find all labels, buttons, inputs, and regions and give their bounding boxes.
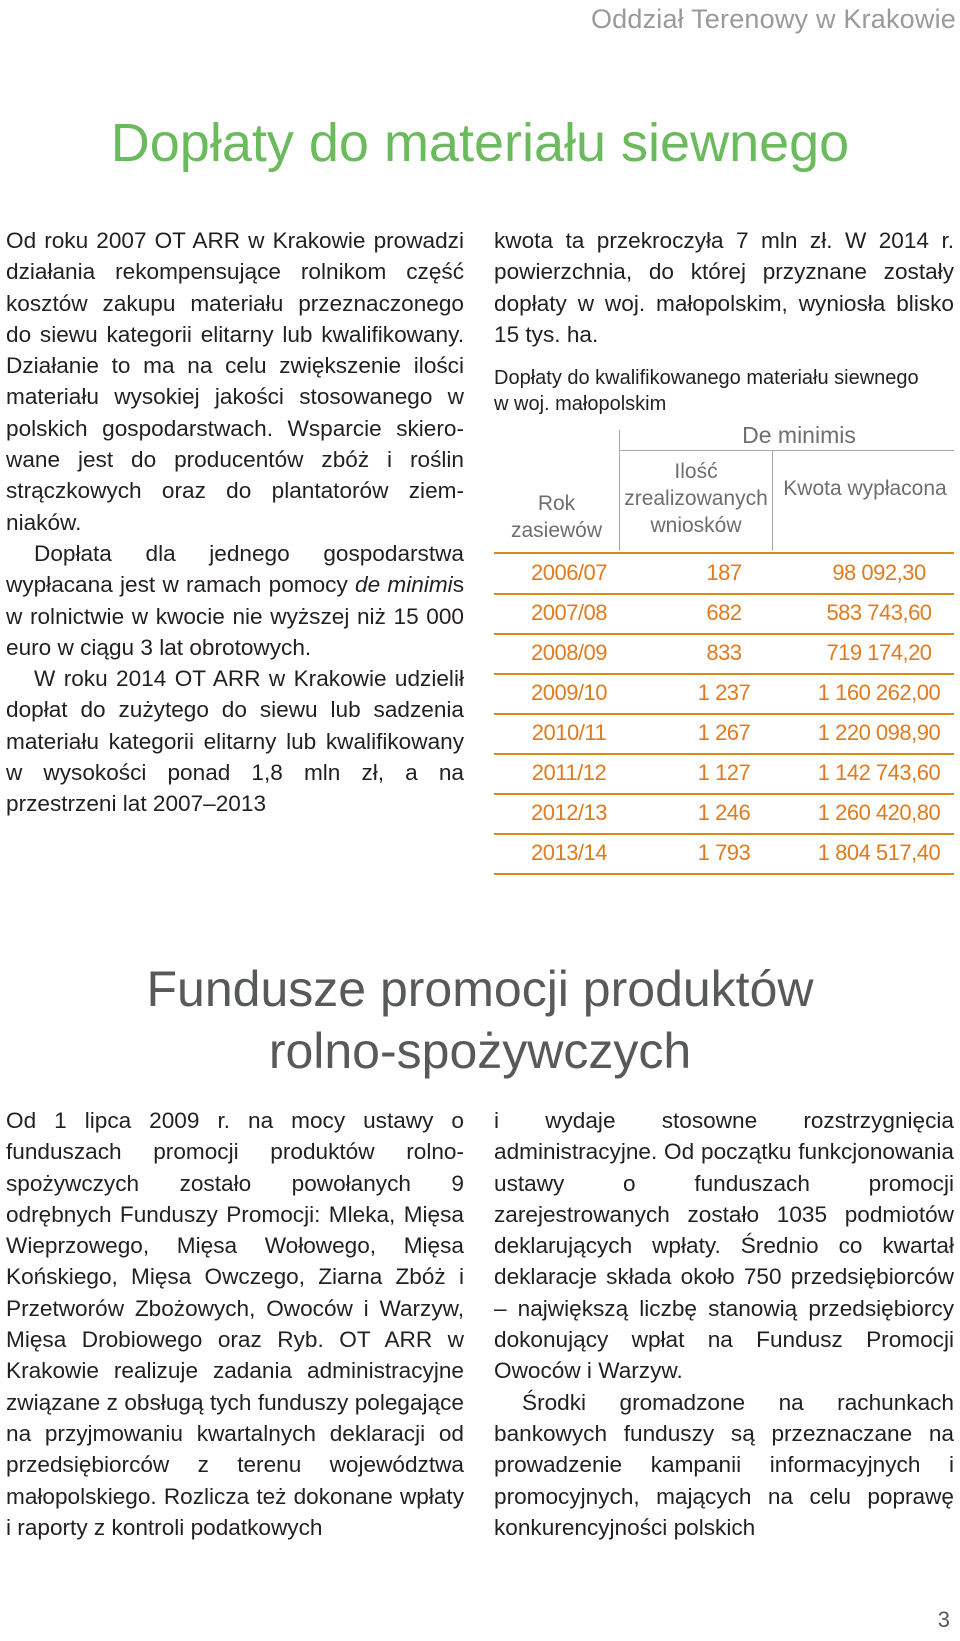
cell-amount: 719 174,20	[826, 640, 932, 665]
cell-count: 1 267	[697, 720, 751, 745]
page-number: 3	[937, 1607, 950, 1632]
text-column-2	[494, 225, 954, 350]
cell-count: 1 237	[697, 680, 751, 705]
text-column-1	[6, 225, 464, 820]
cell-year: 2012/13	[530, 800, 608, 825]
cell-amount: 1 804 517,40	[817, 840, 941, 865]
cell-amount: 1 260 420,80	[817, 800, 941, 825]
column-header-amount: Kwota wypłacona	[783, 477, 947, 500]
cell-year: 2013/14	[530, 840, 608, 865]
cell-count: 682	[706, 600, 742, 625]
section-title-promotion-funds: Fundusze promocji produktów rolno-spożywczych	[146, 961, 814, 1079]
subsidies-table	[494, 422, 954, 915]
table-row	[494, 754, 954, 794]
group-header: De minimis	[742, 422, 856, 448]
cell-year: 2007/08	[530, 600, 608, 625]
cell-year: 2011/12	[531, 760, 607, 785]
cell-amount: 583 743,60	[826, 600, 932, 625]
column-header-year: Rok zasiewów	[510, 492, 603, 542]
paragraph: i wydaje stosowne rozstrzygnięcia administracyjne. Od początku funkcjonowania ustawy o funduszach promocji zarejestrowanych zostało 1035 podmiotów deklarujących wpłaty. Średnio co kwartał deklaracje składa około 750 przedsiębiorców – największą liczbę stanowią przedsiębiorcy dokonujący wpłat na Fundusz Promocji Owoców i Warzyw.	[494, 1108, 954, 1384]
table-row	[494, 714, 954, 754]
cell-amount: 98 092,30	[832, 560, 926, 585]
table-row	[494, 634, 954, 674]
cell-year: 2006/07	[530, 560, 608, 585]
header-rule	[619, 450, 954, 451]
paragraph: kwota ta przekroczyła 7 mln zł. W 2014 r. powierzchnia, do której przyznane zostały dopłaty w woj. małopolskim, wyniosła blisko 15 tys. ha.	[494, 228, 954, 347]
column-header-count: Ilość zrealizowanych wniosków	[624, 460, 768, 537]
paragraph: Środki gromadzone na rachunkach bankowych funduszy są przeznaczane na prowadzenie kampanii informacyjnych i promocyjnych, mających na celu poprawę konkurencyjności polskich	[494, 1389, 954, 1540]
table-divider	[619, 430, 620, 551]
table-row	[494, 554, 954, 594]
cell-count: 1 246	[697, 800, 751, 825]
cell-year: 2009/10	[530, 680, 608, 705]
cell-count: 1 127	[697, 760, 751, 785]
paragraph: Od roku 2007 OT ARR w Krakowie prowadzi działania rekompensujące rolnikom część kosztów zakupu materiału przeznaczonego do siewu kategorii elitarny lub kwalifikowany. Działanie to ma na celu zwiększenie ilości materiału wysokiej jakości stosowanego w polskich gospodarstwach. Wsparcie skierowane jest do producentów zbóż i roślin strączkowych oraz do plantatorów ziemniaków.	[6, 228, 464, 535]
cell-count: 187	[706, 560, 742, 585]
section-title-seed-subsidies: Dopłaty do materiału siewnego	[110, 113, 850, 173]
cell-year: 2010/11	[531, 720, 607, 745]
text-column-3	[6, 1105, 464, 1543]
table-row	[494, 674, 954, 714]
cell-count: 833	[706, 640, 742, 665]
cell-year: 2008/09	[530, 640, 608, 665]
table-caption: Dopłaty do kwalifikowanego materiału siewnego w woj. małopolskim	[494, 367, 919, 415]
paragraph: W roku 2014 OT ARR w Krakowie udzielił dopłat do zużytego do siewu lub sadzenia materiału kategorii elitarny lub kwalifikowany w wysokości ponad 1,8 mln zł, a na przestrzeni lat 2007–2013	[6, 666, 464, 817]
paragraph: Od 1 lipca 2009 r. na mocy ustawy o funduszach promocji produktów rolno-spożywczych zostało powołanych 9 odrębnych Funduszy Promocji: Mleka, Mięsa Wieprzowego, Mięsa Wołowego, Mięsa Końskiego, Mięsa Owczego, Ziarna Zbóż i Przetworów Zbożowych, Owoców i Warzyw, Mięsa Drobiowego oraz Ryb. OT ARR w Krakowie realizuje zadania administracyjne związane z obsługą tych funduszy polegające na przyjmowaniu kwartalnych deklaracji od przedsiębiorców z terenu województwa małopolskiego. Rozlicza też dokonane wpłaty i raporty z kontroli podatkowych	[6, 1108, 464, 1540]
cell-count: 1 793	[697, 840, 751, 865]
cell-amount: 1 160 262,00	[817, 680, 941, 705]
table-row	[494, 834, 954, 874]
row-rule	[494, 873, 954, 875]
paragraph: Dopłata dla jednego gospodarstwa wypłacana jest w ramach pomocy de minimis w rolnictwie w kwocie nie wyższej niż 15 000 euro w ciągu 3 lat obrotowych.	[6, 540, 464, 660]
table-row	[494, 794, 954, 834]
page-header: Oddział Terenowy w Krakowie	[590, 4, 956, 34]
table-divider	[772, 450, 773, 551]
cell-amount: 1 220 098,90	[817, 720, 941, 745]
cell-amount: 1 142 743,60	[817, 760, 941, 785]
table-row	[494, 594, 954, 634]
text-column-4	[494, 1105, 954, 1543]
